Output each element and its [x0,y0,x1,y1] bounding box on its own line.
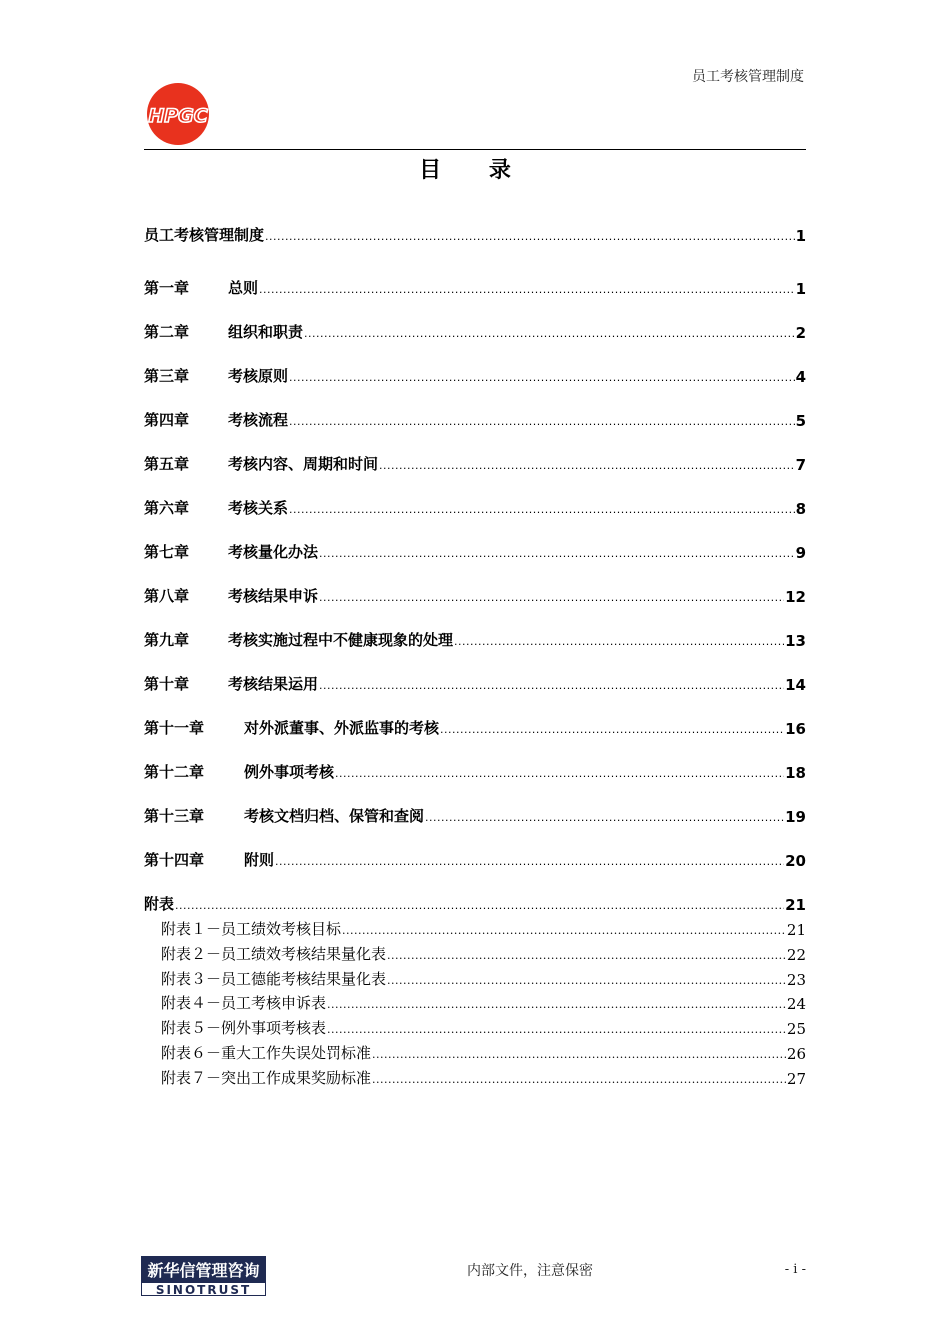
toc-chapter-number: 第一章 [144,279,190,297]
toc-entry-label: 考核原则 [228,367,289,385]
toc-appendix-item-7[interactable] [161,1066,806,1088]
toc-entry-label: 考核内容、周期和时间 [228,455,379,473]
toc-leader-dots [319,548,795,559]
hpgc-logo-icon [144,82,212,146]
toc-entry-page: 13 [785,632,806,650]
toc-entry-label: 附表 [144,895,175,913]
toc-appendix-item-6[interactable] [161,1041,806,1063]
toc-leader-dots [342,925,786,936]
toc-leader-dots [175,900,784,911]
toc-chapter-5[interactable] [144,452,806,474]
toc-entry-label: 对外派董事、外派监事的考核 [244,719,440,737]
toc-leader-dots [454,636,784,647]
toc-leader-dots [259,284,795,295]
toc-entry-label: 考核量化办法 [228,543,319,561]
toc-leader-dots [327,999,786,1010]
toc-title: 目 录 [419,158,531,183]
toc-chapter-9[interactable] [144,628,806,650]
toc-chapter-number: 第七章 [144,543,190,561]
toc-entry-label: 总则 [228,279,259,297]
toc-leader-dots [289,416,795,427]
toc-appendix-entry[interactable] [144,892,806,914]
toc-chapter-14[interactable] [144,848,806,870]
toc-entry-page: 18 [785,764,806,782]
toc-leader-dots [275,856,784,867]
toc-chapter-number: 第九章 [144,631,190,649]
toc-chapter-number: 第十章 [144,675,190,693]
toc-entry-page: 25 [786,1020,806,1038]
toc-entry-page: 26 [786,1045,806,1063]
toc-chapter-number: 第十二章 [144,763,205,781]
footer-confidential-note: 内部文件，注意保密 [467,1263,593,1279]
toc-entry-page: 5 [795,412,806,430]
toc-chapter-number: 第十四章 [144,851,205,869]
toc-leader-dots [327,1024,786,1035]
toc-entry-label: 附则 [244,851,275,869]
toc-entry-page: 21 [786,921,806,939]
toc-entry-page: 19 [785,808,806,826]
toc-entry-page: 2 [795,324,806,342]
toc-entry-page: 12 [785,588,806,606]
toc-leader-dots [265,231,795,242]
toc-chapter-number: 第二章 [144,323,190,341]
header-divider [144,149,806,150]
toc-entry-page: 8 [795,500,806,518]
toc-chapter-11[interactable] [144,716,806,738]
toc-leader-dots [335,768,784,779]
toc-appendix-item-5[interactable] [161,1016,806,1038]
toc-entry-page: 4 [795,368,806,386]
toc-entry-label: 考核结果运用 [228,675,319,693]
toc-entry-page: 14 [785,676,806,694]
toc-entry-label: 例外事项考核 [244,763,335,781]
toc-entry-label: 附表１－员工绩效考核目标 [161,920,342,938]
toc-chapter-7[interactable] [144,540,806,562]
toc-appendix-item-2[interactable] [161,942,806,964]
toc-leader-dots [387,975,786,986]
header-doc-title: 员工考核管理制度 [692,69,804,85]
toc-entry-label: 考核实施过程中不健康现象的处理 [228,631,454,649]
toc-chapter-3[interactable] [144,364,806,386]
toc-entry-label: 组织和职责 [228,323,304,341]
toc-appendix-item-1[interactable] [161,917,806,939]
logo-text: HPGC [148,105,208,127]
toc-leader-dots [425,812,784,823]
footer-brand-cn: 新华信管理咨询 [147,1261,260,1280]
toc-chapter-number: 第三章 [144,367,190,385]
toc-entry-page: 24 [786,995,806,1013]
toc-entry-label: 员工考核管理制度 [144,226,265,244]
toc-entry-page: 9 [795,544,806,562]
toc-chapter-number: 第八章 [144,587,190,605]
toc-entry-label: 附表２－员工绩效考核结果量化表 [161,945,387,963]
toc-chapter-12[interactable] [144,760,806,782]
toc-leader-dots [440,724,784,735]
toc-main-entry[interactable] [144,223,806,245]
toc-leader-dots [289,372,795,383]
toc-entry-page: 1 [795,227,806,245]
toc-chapter-1[interactable] [144,276,806,298]
toc-chapter-6[interactable] [144,496,806,518]
toc-entry-page: 20 [785,852,806,870]
toc-leader-dots [372,1074,786,1085]
toc-leader-dots [379,460,795,471]
toc-leader-dots [304,328,795,339]
toc-chapter-number: 第五章 [144,455,190,473]
toc-chapter-13[interactable] [144,804,806,826]
toc-leader-dots [387,950,786,961]
toc-chapter-number: 第十一章 [144,719,205,737]
toc-entry-label: 附表３－员工德能考核结果量化表 [161,970,387,988]
toc-entry-page: 21 [785,896,806,914]
toc-leader-dots [289,504,795,515]
toc-entry-page: 22 [786,946,806,964]
toc-chapter-8[interactable] [144,584,806,606]
toc-entry-label: 附表４－员工考核申诉表 [161,994,327,1012]
toc-entry-label: 附表６－重大工作失误处罚标准 [161,1044,372,1062]
toc-chapter-10[interactable] [144,672,806,694]
toc-entry-label: 附表７－突出工作成果奖励标准 [161,1069,372,1087]
toc-entry-page: 1 [795,280,806,298]
toc-chapter-2[interactable] [144,320,806,342]
toc-entry-label: 考核流程 [228,411,289,429]
toc-chapter-number: 第六章 [144,499,190,517]
toc-chapter-number: 第四章 [144,411,190,429]
toc-appendix-item-3[interactable] [161,967,806,989]
toc-leader-dots [319,592,784,603]
toc-entry-page: 16 [785,720,806,738]
toc-entry-page: 7 [795,456,806,474]
toc-entry-page: 23 [786,971,806,989]
toc-entry-label: 附表５－例外事项考核表 [161,1019,327,1037]
toc-chapter-number: 第十三章 [144,807,205,825]
toc-entry-label: 考核文档归档、保管和查阅 [244,807,425,825]
footer-brand-en: SINOTRUST [155,1283,252,1297]
toc-leader-dots [319,680,784,691]
toc-entry-label: 考核结果申诉 [228,587,319,605]
toc-leader-dots [372,1049,786,1060]
footer-page-number: - i - [784,1262,806,1277]
toc-entry-label: 考核关系 [228,499,289,517]
toc-appendix-item-4[interactable] [161,991,806,1013]
toc-entry-page: 27 [786,1070,806,1088]
toc-chapter-4[interactable] [144,408,806,430]
